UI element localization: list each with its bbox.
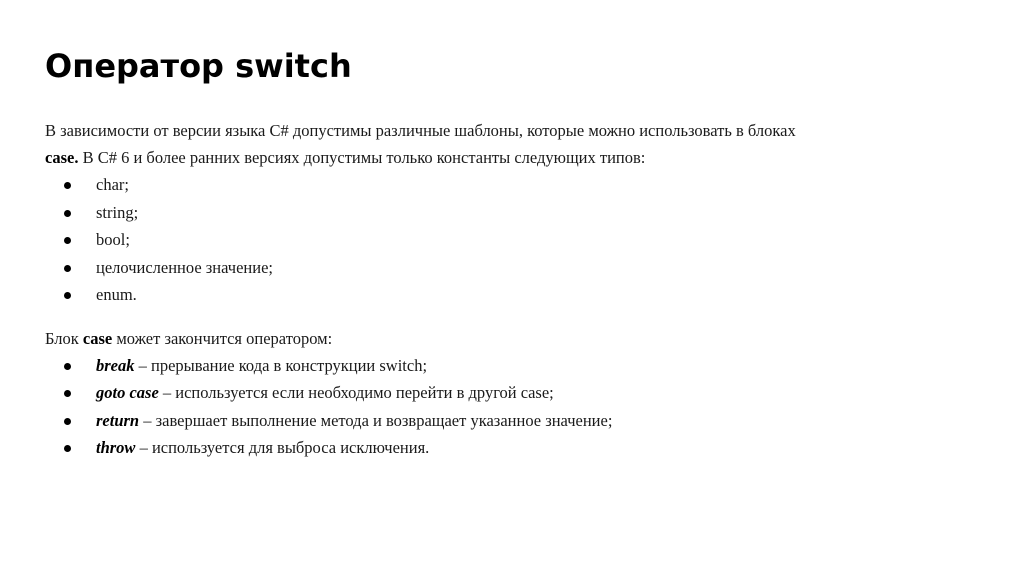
list-item <box>45 379 985 407</box>
type-label: string; <box>96 202 139 222</box>
operator-term: break <box>96 355 135 375</box>
bullet-icon <box>64 363 71 370</box>
list-item <box>45 254 985 282</box>
type-label: enum. <box>96 285 137 304</box>
operators-list <box>45 352 985 462</box>
type-label: char; <box>96 175 129 194</box>
case-end-pre: Блок <box>45 328 83 348</box>
list-item <box>45 171 985 199</box>
bullet-icon <box>64 390 71 397</box>
list-item <box>45 434 985 462</box>
list-item <box>45 407 985 435</box>
list-item <box>45 352 985 380</box>
bullet-icon <box>64 210 71 217</box>
types-list <box>45 171 985 309</box>
bullet-icon <box>64 292 71 299</box>
case-end-post: может закончится оператором: <box>112 328 333 348</box>
slide-title: Оператор switch <box>45 47 352 85</box>
bullet-icon <box>64 237 71 244</box>
type-label: целочисленное значение; <box>96 257 273 277</box>
operator-desc: – используется если необходимо перейти в другой case; <box>158 383 554 402</box>
intro-paragraph <box>45 117 985 171</box>
list-item <box>45 226 985 254</box>
list-item <box>45 281 985 309</box>
type-label: bool; <box>96 230 130 249</box>
operator-desc: – используется для выброса исключения. <box>135 438 430 457</box>
operator-term: return <box>96 410 140 430</box>
bullet-icon <box>64 265 71 272</box>
operator-term: goto case <box>96 383 159 402</box>
operator-desc: – прерывание кода в конструкции switch; <box>134 355 428 375</box>
bullet-icon <box>64 418 71 425</box>
operator-term: throw <box>96 438 136 457</box>
operator-desc: – завершает выполнение метода и возвращает указанное значение; <box>139 410 613 430</box>
list-item <box>45 199 985 227</box>
case-end-paragraph <box>45 325 985 352</box>
intro-rest: В C# 6 и более ранних версиях допустимы только константы следующих типов: <box>78 148 646 167</box>
bullet-icon <box>64 182 71 189</box>
slide-body <box>45 117 985 462</box>
intro-bold-case: case. <box>45 148 79 167</box>
bullet-icon <box>64 445 71 452</box>
intro-line1: В зависимости от версии языка C# допустимы различные шаблоны, которые можно использовать в блоках <box>45 121 796 140</box>
case-end-bold: case <box>82 328 113 348</box>
